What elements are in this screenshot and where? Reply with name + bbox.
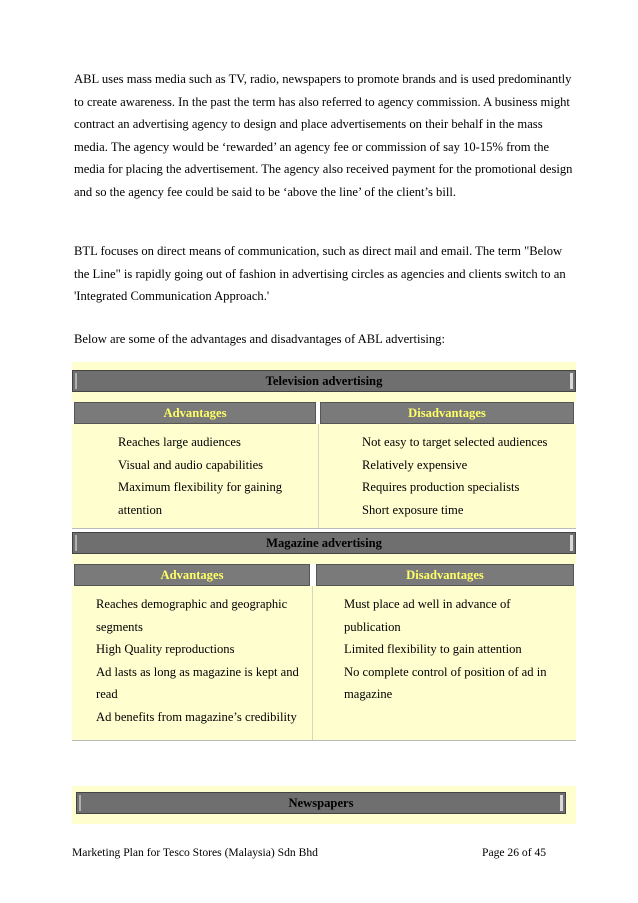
list-item: No complete control of position of ad in magazine <box>344 664 547 701</box>
intro-paragraph: Below are some of the advantages and disadvantages of ABL advertising: <box>74 332 445 346</box>
tv-table-body <box>72 424 576 529</box>
list-item: Limited flexibility to gain attention <box>344 642 522 656</box>
list-item: Maximum flexibility for gaining attention <box>118 480 283 517</box>
footer-page-number: Page 26 of 45 <box>482 846 547 859</box>
footer-document-title: Marketing Plan for Tesco Stores (Malaysia) Sdn Bhd <box>72 846 318 859</box>
magazine-advantages-header: Advantages <box>74 564 310 586</box>
list-item: Reaches large audiences <box>118 435 241 449</box>
magazine-disadvantages-header: Disadvantages <box>316 564 574 586</box>
abl-paragraph: ABL uses mass media such as TV, radio, newspapers to promote brands and is used predominantly to create awareness. In the past the term has also referred to agency commission. A business might contract an advertising agency to design and place advertisements on their behalf in the mass media. The agency would be ‘rewarded’ an agency fee or commission of say 10-15% from the media for placing the advertisement. The agency also received payment for the promotional design and so the agency fee could be said to be ‘above the line’ of the client’s bill. <box>74 72 573 199</box>
newspapers-table <box>72 786 576 826</box>
magazine-advertising-table <box>72 532 576 742</box>
tv-disadvantages-header: Disadvantages <box>320 402 574 424</box>
list-item: Ad lasts as long as magazine is kept and read <box>96 664 299 701</box>
list-item: High Quality reproductions <box>96 642 235 656</box>
btl-paragraph: BTL focuses on direct means of communication, such as direct mail and email. The term "Below the Line" is rapidly going out of fashion in advertising circles as agencies and clients switch to an 'Integrated Communication Approach.' <box>74 244 566 303</box>
list-item: Reaches demographic and geographic segments <box>96 597 288 634</box>
tv-advertising-table <box>72 362 576 530</box>
list-item: Requires production specialists <box>362 480 520 494</box>
list-item: Must place ad well in advance of publication <box>344 597 511 634</box>
tv-table-title: Television advertising <box>72 370 576 392</box>
magazine-advantages-list <box>96 593 308 728</box>
magazine-disadvantages-list <box>344 593 560 706</box>
list-item: Short exposure time <box>362 502 464 517</box>
tv-advantages-header: Advantages <box>74 402 316 424</box>
list-item: Relatively expensive <box>362 457 468 472</box>
magazine-table-title: Magazine advertising <box>72 532 576 554</box>
list-item: Ad benefits from magazine’s credibility <box>96 709 297 724</box>
newspapers-table-title: Newspapers <box>76 792 566 814</box>
magazine-table-body <box>72 586 576 741</box>
list-item: Visual and audio capabilities <box>118 457 264 472</box>
list-item: Not easy to target selected audiences <box>362 435 548 449</box>
tv-disadvantages-list <box>362 431 572 521</box>
tv-advantages-list <box>118 431 298 521</box>
